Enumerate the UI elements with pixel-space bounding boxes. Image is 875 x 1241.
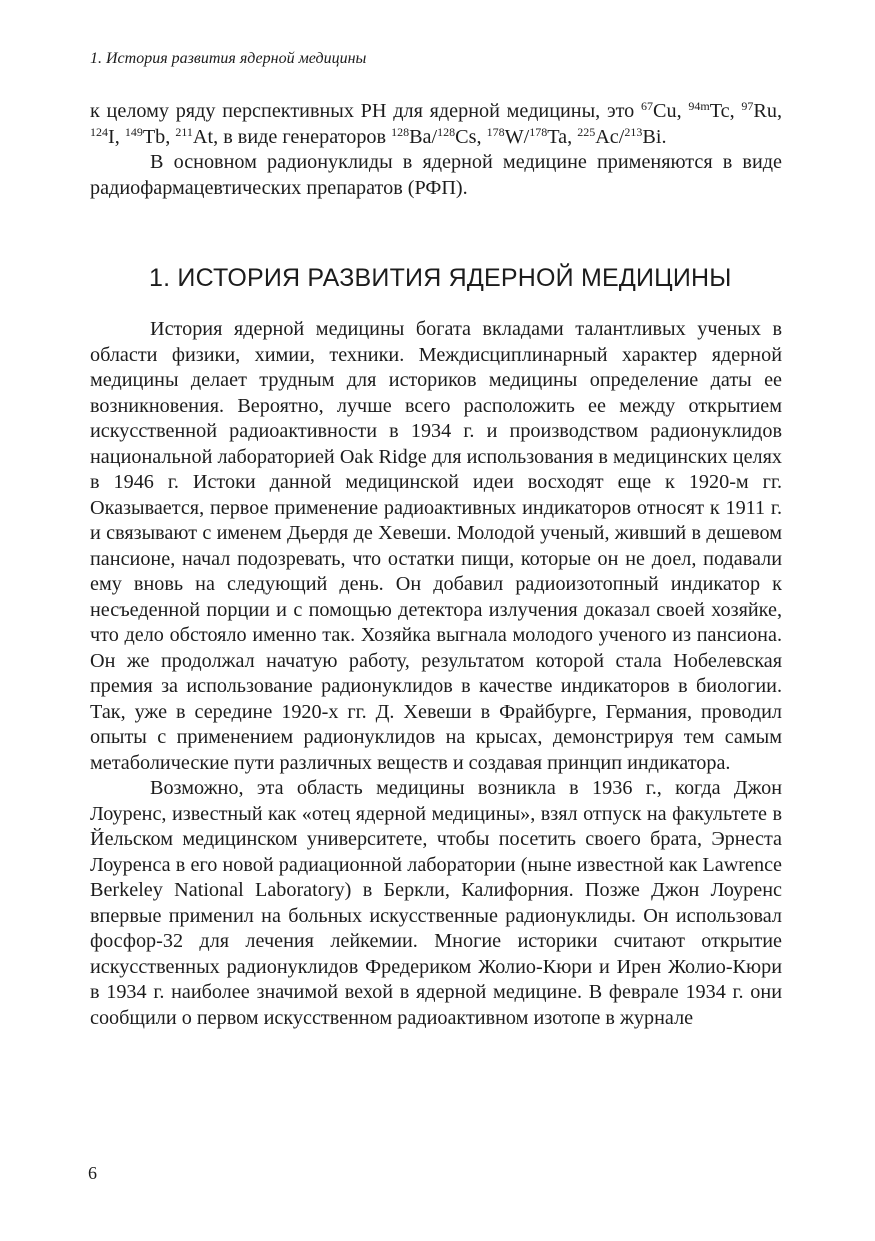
isotope-symbol: I xyxy=(108,125,115,148)
isotope-separator: , xyxy=(165,125,176,148)
isotope-mass-number: 178 xyxy=(529,124,548,139)
isotope-separator: , xyxy=(476,125,487,148)
intro-section xyxy=(90,99,782,201)
isotope-mass-number: 128 xyxy=(437,124,456,139)
page-number: 6 xyxy=(88,1163,97,1183)
history-paragraph-1: История ядерной медицины богата вкладами талантливых ученых в области физики, химии, техники. Междисциплинарный характер ядерной медицины делает трудным для историков медицины определение даты ее возникновения. Вероятно, лучше всего расположить ее между открытием искусственной радиоактивности в 1934 г. и производством радионуклидов национальной лабораторией Oak Ridge для использования в медицинских целях в 1946 г. Истоки данной медицинской идеи восходят еще к 1920-м гг. Оказывается, первое применение радиоактивных индикаторов относят к 1911 г. и связывают с именем Дьердя де Хевеши. Молодой ученый, живший в дешевом пансионе, начал подозревать, что остатки пищи, которые он не доел, подавали ему вновь на следующий день. Он добавил радиоизотопный индикатор к несъеденной порции и с помощью детектора излучения доказал своей хозяйке, что дело обстояло именно так. Хозяйка выгнала молодого ученого из пансиона. Он же продолжал начатую работу, результатом которой стала Нобелевская премия за использование радионуклидов в качестве индикаторов в биологии. Так, уже в середине 1920-х гг. Д. Хевеши в Фрайбурге, Германия, проводил опыты с применением радионуклидов на крысах, демонстрируя тем самым метаболические пути различных веществ и создавая принцип индикатора. xyxy=(90,318,782,774)
isotope-symbol: Tb xyxy=(142,125,166,148)
isotope-symbol: Ba xyxy=(409,125,432,148)
isotope-separator: , xyxy=(567,125,578,148)
section-title: 1. ИСТОРИЯ РАЗВИТИЯ ЯДЕРНОЙ МЕДИЦИНЫ xyxy=(149,264,732,292)
isotope-mass-number: 124 xyxy=(90,124,108,139)
intro-paragraph-rfp: В основном радионуклиды в ядерной медицине применяются в виде радиофармацевтических препаратов (РФП). xyxy=(90,151,782,199)
history-paragraph-2: Возможно, эта область медицины возникла в 1936 г., когда Джон Лоуренс, известный как «отец ядерной медицины», взял отпуск на факультете в Йельском медицинском университете, чтобы посетить своего брата, Эрнеста Лоуренса в его новой радиационной лаборатории (ныне известной как Lawrence Berkeley National Laboratory) в Беркли, Калифорния. Позже Джон Лоуренс впервые применил на больных искусственные радионуклиды. Он использовал фосфор-32 для лечения лейкемии. Многие историки считают открытие искусственных радионуклидов Фредериком Жолио-Кюри и Ирен Жолио-Кюри в 1934 г. наиболее значимой вехой в ядерной медицине. В феврале 1934 г. они сообщили о первом искусственном радиоактивном изотопе в журнале xyxy=(90,777,782,1029)
isotope-symbol: Tc xyxy=(709,100,730,122)
isotope-mass-number: 213 xyxy=(624,124,643,139)
isotope-separator: / xyxy=(431,125,438,148)
isotope-symbol: Cu xyxy=(653,100,677,122)
isotope-mass-number: 225 xyxy=(577,124,596,139)
isotope-symbol: Ru xyxy=(753,100,777,122)
isotope-mass-number: 128 xyxy=(391,124,410,139)
intro-lead-text: к целому ряду перспективных РН для ядерной медицины, это xyxy=(90,100,642,122)
running-header: 1. История развития ядерной медицины xyxy=(90,50,367,67)
isotope-separator: / xyxy=(618,125,625,148)
isotope-separator: , xyxy=(676,100,689,122)
isotope-mass-number: 94m xyxy=(688,99,710,113)
history-section xyxy=(90,317,782,1031)
isotope-symbol: Ac xyxy=(595,125,619,148)
isotope-symbol: W xyxy=(504,125,524,148)
isotope-mass-number: 178 xyxy=(486,124,505,139)
isotope-symbol: At xyxy=(192,125,214,148)
isotope-mass-number: 67 xyxy=(641,99,654,113)
isotope-symbol: Bi xyxy=(642,125,662,148)
isotope-separator: , xyxy=(729,100,742,122)
isotope-separator: . xyxy=(661,125,667,148)
isotope-symbol: Ta xyxy=(547,125,568,148)
isotope-separator: / xyxy=(523,125,530,148)
isotope-mass-number: 149 xyxy=(124,124,143,139)
isotope-separator: , xyxy=(114,125,125,148)
isotope-separator: , в виде генераторов xyxy=(213,125,392,148)
intro-paragraph-isotopes xyxy=(90,99,782,150)
isotope-mass-number: 97 xyxy=(741,99,754,113)
isotope-separator: , xyxy=(776,100,783,122)
isotope-symbol: Cs xyxy=(455,125,477,148)
isotope-mass-number: 211 xyxy=(175,124,193,139)
